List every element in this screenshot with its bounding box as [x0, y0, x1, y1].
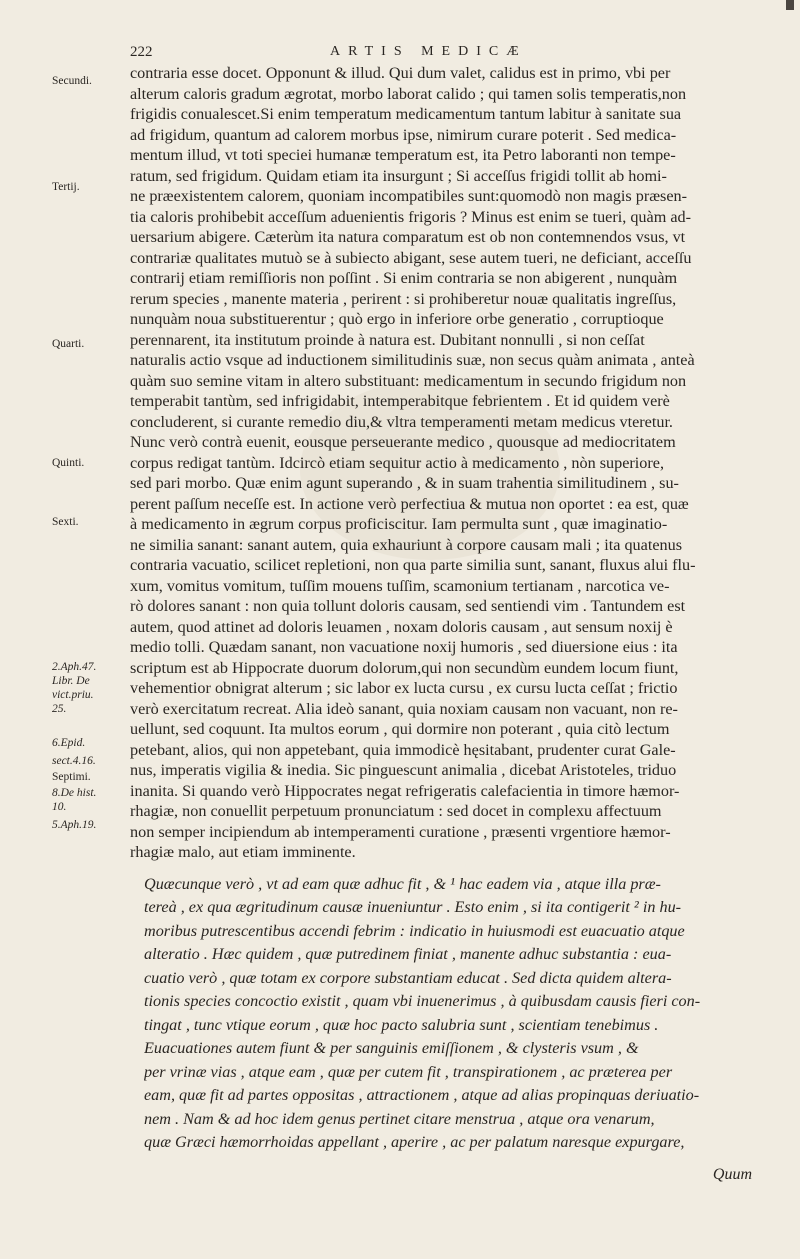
text-line: alterum caloris gradum ægrotat, morbo laborat calido ; qui tamen solis temperatis,non — [130, 84, 687, 103]
text-line: uersarium abigere. Cæterùm ita natura comparatum est ob non contemnendos vsus, vt — [130, 228, 686, 246]
text-line: corpus redigat tantùm. Idcircò etiam sequitur actio à medicamento , nòn superiore, — [130, 453, 665, 472]
margin-note: 5.Aph.19. — [52, 819, 97, 831]
text-line: xum, vomitus vomitum, tuſſim mouens tuſſim, scamonium tertianam , narcotica ve- — [130, 576, 670, 595]
margin-note: 25. — [52, 703, 67, 715]
text-line: rerum species , manente materia , perirent : si prohiberetur nouæ qualitatis ingreſſus, — [130, 289, 677, 308]
text-line: ad frigidum, quantum ad calorem morbus ipse, nimirum curare poterit . Sed medica- — [130, 125, 677, 144]
text-line: contraria vacuatio, scilicet repletioni, non qua parte similia sunt, sanant, fluxus alui flu- — [130, 556, 696, 574]
italic-text-line: nem . Nam & ad hoc idem genus pertinet citare menstrua , atque ora venarum, — [144, 1109, 655, 1128]
text-line: tia caloris prohibebit acceſſum aduenientis frigoris ? Minus est enim se tueri, quàm ad- — [130, 207, 692, 226]
text-line: contraria esse docet. Opponunt & illud. Qui dum valet, calidus est in primo, vbi per — [130, 64, 671, 82]
italic-quotation-block — [144, 873, 770, 1155]
text-line: medio tolli. Quædam sanant, non vacuatione noxij humoris , sed diuersione eius : ita — [130, 638, 678, 656]
text-line: ne similia sanant: sanant autem, quia exhauriunt à corpore causam mali ; ita quatenus — [130, 535, 682, 554]
text-line: petebant, alios, qui non appetebant, quia immodicè hęsitabant, prudenter curat Gale- — [130, 740, 676, 759]
text-line: sed pari morbo. Quæ enim agunt superando , & in suam trahentia similitudinem , su- — [130, 474, 679, 492]
text-line: uellunt, sed coquunt. Ita multos eorum , qui dormire non poterant , quia citò lectum — [130, 720, 670, 738]
italic-text-line: tereà , ex qua ægritudinum causæ inueniuntur . Esto enim , si ita contigerit ² in hu- — [144, 898, 682, 916]
margin-notes — [52, 60, 122, 1160]
text-line: nunquàm noua substituerentur ; quò ergo in inferiore orbe generatio , corruptioque — [130, 310, 664, 328]
margin-note: 2.Aph.47. — [52, 661, 97, 673]
page-number: 222 — [130, 44, 153, 60]
italic-text-line: quæ Græci hæmorrhoidas appellant , aperire , ac per palatum naresque expurgare, — [144, 1133, 685, 1151]
italic-text-line: eam, quæ fit ad partes oppositas , attractionem , atque ad alias propinquas deriuatio- — [144, 1086, 700, 1104]
margin-note: Sexti. — [52, 516, 79, 528]
text-line: concluderent, si curante remedio diu,& vltra temperamenti metam medicus vteretur. — [130, 412, 673, 431]
text-line: mentum illud, vt toti speciei humanæ temperatum est, ita Petro laboranti non tempe- — [130, 146, 676, 164]
margin-note: 6.Epid. — [52, 737, 86, 749]
text-line: perennarent, ita institutum proinde à natura est. Dubitant nonnulli , si non ceſſat — [130, 330, 645, 349]
text-line: verò exercitatum recreat. Alia ideò sanant, quia noxiam causam non vacuant, non re- — [130, 699, 678, 718]
text-line: ratum, sed frigidum. Quidam etiam ita insurgunt ; Si acceſſus frigidi tollit ab homi- — [130, 166, 667, 185]
running-title: ARTIS MEDICÆ — [330, 44, 527, 59]
text-line: Nunc verò contrà euenit, eousque perseuerante medico , quousque ad mediocritatem — [130, 433, 676, 451]
body-text — [130, 63, 770, 1155]
margin-note: Tertij. — [52, 181, 80, 193]
italic-text-line: Quæcunque verò , vt ad eam quæ adhuc fit , & ¹ hac eadem via , atque illa præ- — [144, 874, 661, 893]
margin-note: 10. — [52, 801, 67, 813]
text-line: nus, imperatis vigilia & inedia. Sic pinguescunt animalia , dicebat Aristoteles, triduo — [130, 761, 677, 779]
text-line: ne præexistentem calorem, quoniam incompatibiles sunt:quomodò non magis præsen- — [130, 187, 688, 205]
text-line: vehementior obnigrat alterum ; sic labor ex lucta cursu , ex cursu lucta ceſſat ; frictio — [130, 679, 678, 697]
italic-text-line: per vrinæ vias , atque eam , quæ per cutem fit , transpirationem , ac præterea per — [144, 1062, 673, 1081]
text-line: contrariæ qualitates mutuò se à subiecto abigant, sese autem tueri, ne deficiant, acceſſu — [130, 248, 692, 267]
margin-note: vict.priu. — [52, 689, 94, 701]
margin-note: sect.4.16. — [52, 755, 96, 767]
text-line: non semper incipiendum ab intemperamenti curatione , præsenti vrgentiore hæmor- — [130, 822, 671, 841]
page-header — [130, 44, 770, 64]
italic-text-line: moribus putrescentibus accendi febrim : indicatio in huiusmodi est euacuatio atque — [144, 921, 685, 940]
text-line: rhagiæ malo, aut etiam imminente. — [130, 843, 356, 861]
text-line: naturalis actio vsque ad inductionem similitudinis suæ, non secus quàm animata , anteà — [130, 351, 695, 369]
roman-text-block — [130, 63, 770, 863]
text-line: rhagiæ, non conuellit perpetuum pronunciatum : sed docet in complexu affectuum — [130, 802, 662, 820]
text-line: scriptum est ab Hippocrate duorum dolorum,qui non secundùm eundem locum fiunt, — [130, 658, 679, 677]
text-line: frigidis conualescet.Si enim temperatum medicamentum tantum labitur à sanitate sua — [130, 105, 682, 123]
margin-note: Libr. De — [52, 675, 90, 687]
margin-note: Quinti. — [52, 457, 85, 469]
margin-note: 8.De hist. — [52, 787, 97, 799]
text-line: autem, quod attinet ad doloris leuamen , noxam doloris causam , aut sensum noxij è — [130, 617, 673, 636]
text-line: temperabit tantùm, sed infrigidabit, intemperabitque febrientem . Et id quidem verè — [130, 392, 670, 410]
italic-text-line: Euacuationes autem fiunt & per sanguinis emiſſionem , & clysteris vsum , & — [144, 1039, 639, 1057]
catchword: Quum — [712, 1166, 752, 1183]
italic-text-line: alteratio . Hæc quidem , quæ putredinem finiat , manente adhuc substantia : eua- — [144, 945, 672, 963]
italic-text-line: tingat , tunc vtique eorum , quæ hoc pacto salubria sunt , scientiam tenebimus . — [144, 1015, 659, 1034]
text-line: rò dolores sanant : non quia tollunt doloris causam, sed sentiendi vim . Tantundem est — [130, 597, 686, 615]
text-line: contrarij etiam remiſſioris non poſſint . Si enim contraria se non abigerent , nunquàm — [130, 269, 678, 287]
italic-text-line: tionis species concoctio existit , quam vbi inuenerimus , à quibusdam causis fieri con- — [144, 992, 701, 1010]
text-line: à medicamento in ægrum corpus proficiscitur. Iam permulta sunt , quæ imaginatio- — [130, 515, 668, 533]
margin-note: Secundi. — [52, 75, 92, 87]
text-line: perent paſſum neceſſe est. In actione verò perfectiua & mutua non oportet : ea est, quæ — [130, 494, 689, 513]
text-line: quàm suo semine vitam in altero substituant: medicamentum in secundo frigidum non — [130, 371, 687, 390]
text-line: inanita. Si quando verò Hippocrates negat refrigeratis calefacientia in timore hæmor- — [130, 781, 680, 800]
page-edge-mark — [786, 0, 794, 10]
italic-text-line: cuatio verò , quæ totam ex corpore substantiam educat . Sed dicta quidem altera- — [144, 968, 672, 987]
margin-note: Quarti. — [52, 338, 85, 350]
margin-note: Septimi. — [52, 771, 91, 783]
